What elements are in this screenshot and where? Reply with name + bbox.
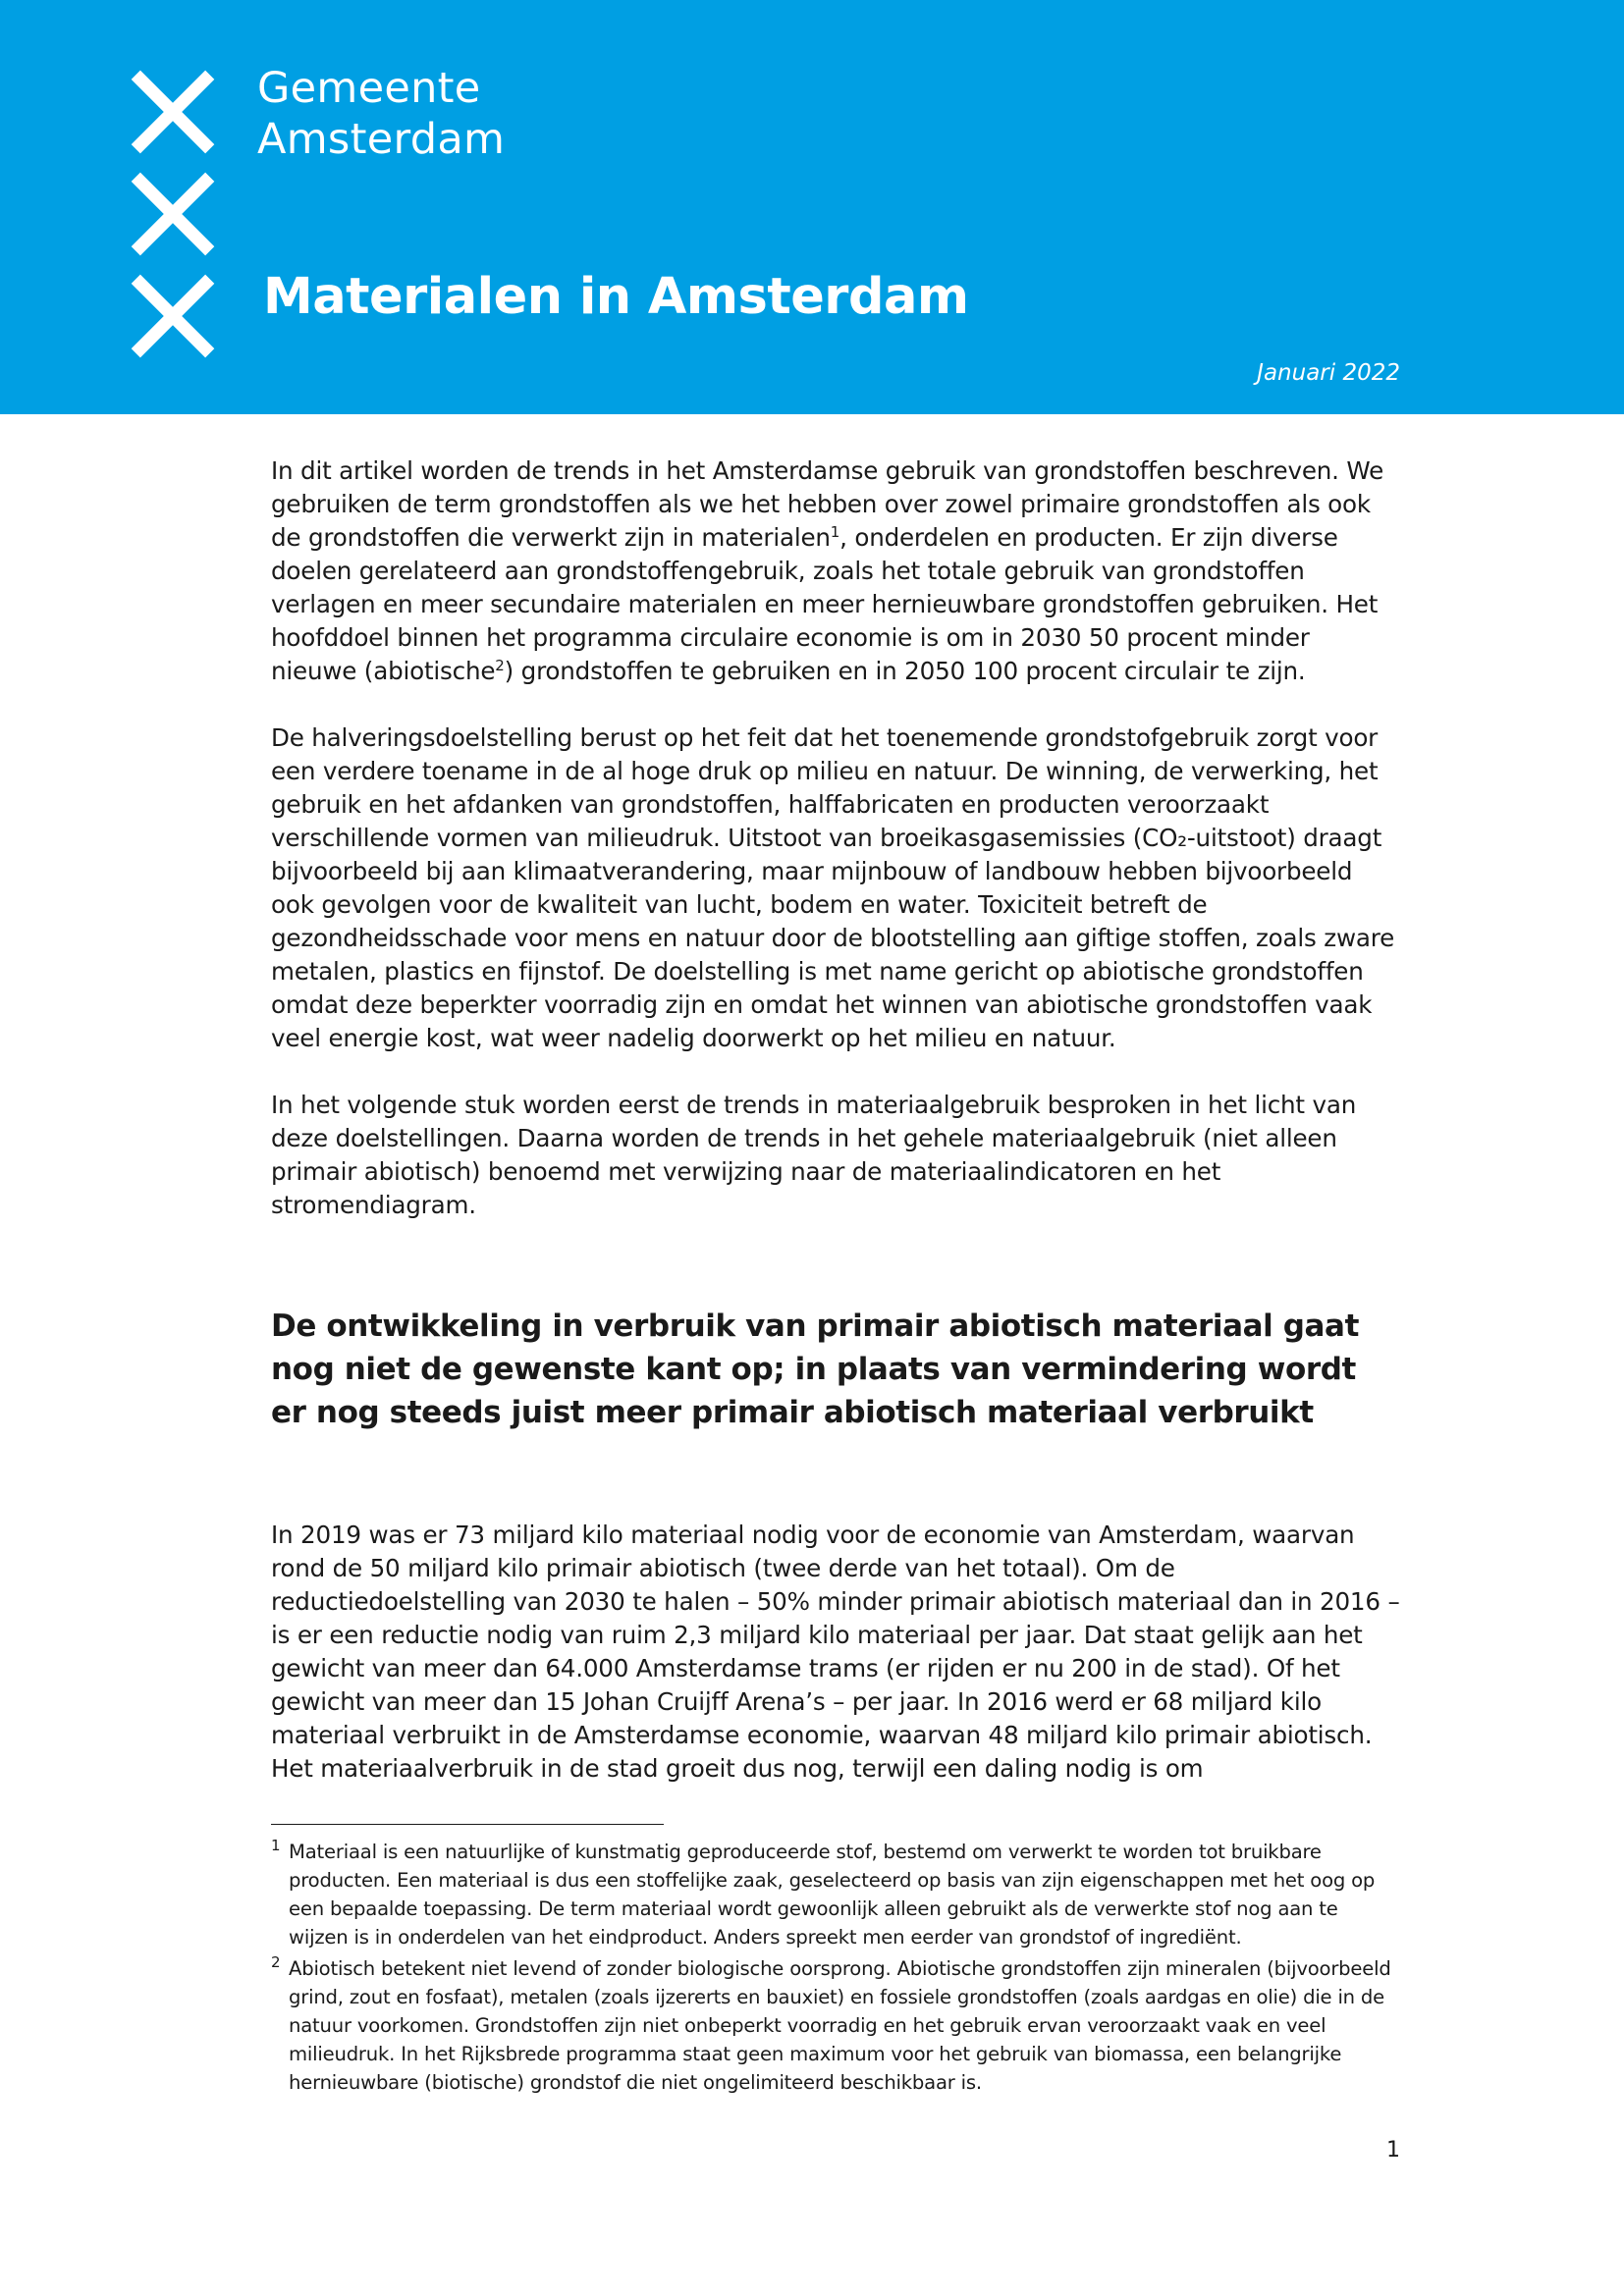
footnote-1	[271, 1838, 1400, 1951]
footnote-2	[271, 1954, 1400, 2097]
paragraph-figures: In 2019 was er 73 miljard kilo materiaal nodig voor de economie van Amsterdam, waarvan rond de 50 miljard kilo primair abiotisch (twee derde van het totaal). Om de reductiedoelstelling van 2030 te halen – 50% minder primair abiotisch materiaal dan in 2016 – is er een reductie nodig van ruim 2,3 miljard kilo materiaal per jaar. Dat staat gelijk aan het gewicht van meer dan 64.000 Amsterdamse trams (er rijden er nu 200 in de stad). Of het gewicht van meer dan 15 Johan Cruijff Arena’s – per jaar. In 2016 werd er 68 miljard kilo materiaal verbruikt in de Amsterdamse economie, waarvan 48 miljard kilo primair abiotisch. Het materiaalverbruik in de stad groeit dus nog, terwijl een daling nodig is om	[271, 1521, 1400, 1783]
footnote-text: Materiaal is een natuurlijke of kunstmatig geproduceerde stof, bestemd om verwerkt te worden tot bruikbare producten. Een materiaal is dus een stoffelijke zaak, geselecteerd op basis van zijn eigenschappen met het oog op een bepaalde toepassing. De term materiaal wordt gewoonlijk alleen gebruikt als de verwerkte stof nog aan te wijzen is in onderdelen van het eindproduct. Anders spreekt men eerder van grondstof of ingrediënt.	[289, 1841, 1376, 1949]
footnote-number: 1	[271, 1837, 281, 1854]
paragraph-intro: In dit artikel worden de trends in het Amsterdamse gebruik van grondstoffen beschreven. We gebruiken de term grondstoffen als we het hebben over zowel primaire grondstoffen als ook de grondstoffen die verwerkt zijn in materialen$^1$, onderdelen en producten. Er zijn diverse doelen gerelateerd aan grondstoffengebruik, zoals het totale gebruik van grondstoffen verlagen en meer secundaire materialen en meer hernieuwbare grondstoffen gebruiken. Het hoofddoel binnen het programma circulaire economie is om in 2030 50 procent minder nieuwe (abiotische$^2$) grondstoffen te gebruiken en in 2050 100 procent circulair te zijn.	[271, 456, 1383, 685]
andreas-cross-icon	[128, 169, 218, 259]
header-banner	[0, 0, 1624, 414]
paragraph-halving-goal: De halveringsdoelstelling berust op het feit dat het toenemende grondstofgebruik zorgt voor een verdere toename in de al hoge druk op milieu en natuur. De winning, de verwerking, het gebruik en het afdanken van grondstoffen, halffabricaten en producten veroorzaakt verschillende vormen van milieudruk. Uitstoot van broeikasgasemissies (CO₂-uitstoot) draagt bijvoorbeeld bij aan klimaatverandering, maar mijnbouw of landbouw hebben bijvoorbeeld ook gevolgen voor de kwaliteit van lucht, bodem en water. Toxiciteit betreft de gezondheidsschade voor mens en natuur door de blootstelling aan giftige stoffen, zoals zware metalen, plastics en fijnstof. De doelstelling is met name gericht op abiotische grondstoffen omdat deze beperkter voorradig zijn en omdat het winnen van abiotische grondstoffen vaak veel energie kost, wat weer nadelig doorwerkt op het milieu en natuur.	[271, 723, 1395, 1052]
document-date: Januari 2022	[1257, 360, 1400, 386]
page-number: 1	[1386, 2138, 1400, 2163]
document-title: Materialen in Amsterdam	[263, 268, 969, 326]
article-body	[271, 454, 1400, 1819]
footnotes	[271, 1838, 1400, 2100]
footnote-text: Abiotisch betekent niet levend of zonder biologische oorsprong. Abiotische grondstoffen zijn mineralen (bijvoorbeeld grind, zout en fosfaat), metalen (zoals ijzererts en bauxiet) en fossiele grondstoffen (zoals aardgas en olie) die in de natuur voorkomen. Grondstoffen zijn niet onbeperkt voorradig en het gebruik ervan veroorzaakt vaak en veel milieudruk. In het Rijksbrede programma staat geen maximum voor het gebruik van biomassa, een belangrijke hernieuwbare (biotische) grondstof die niet ongelimiteerd beschikbaar is.	[289, 1957, 1391, 2094]
footnote-ref-2[interactable]: 2	[495, 656, 505, 674]
andreas-cross-icon	[128, 271, 218, 361]
brand-line-1: Gemeente	[257, 64, 481, 113]
andreas-cross-icon	[128, 67, 218, 157]
footnote-divider	[271, 1824, 664, 1825]
brand-name	[257, 63, 505, 165]
footnote-ref-1[interactable]: 1	[830, 522, 840, 541]
section-heading: De ontwikkeling in verbruik van primair abiotisch materiaal gaat nog niet de gewenste kant op; in plaats van vermindering wordt er nog steeds juist meer primair abiotisch materiaal verbruikt	[271, 1308, 1359, 1430]
footnote-number: 2	[271, 1953, 281, 1971]
paragraph-outline: In het volgende stuk worden eerst de trends in materiaalgebruik besproken in het licht van deze doelstellingen. Daarna worden de trends in het gehele materiaalgebruik (niet alleen primair abiotisch) benoemd met verwijzing naar de materiaalindicatoren en het stromendiagram.	[271, 1091, 1357, 1219]
brand-line-2: Amsterdam	[257, 115, 506, 164]
